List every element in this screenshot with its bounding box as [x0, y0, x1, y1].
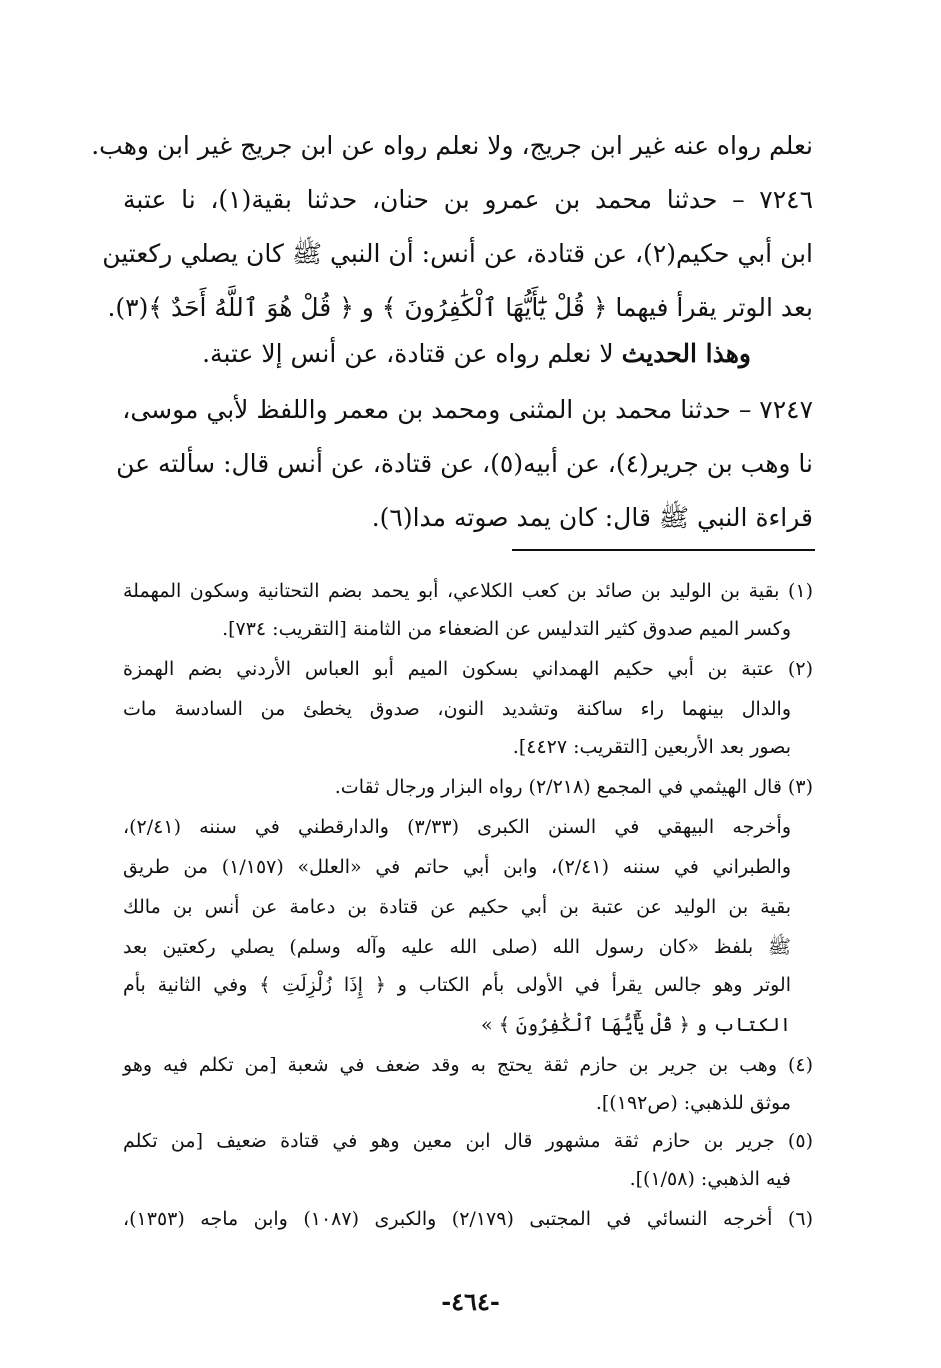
main-text-line: ٧٢٤٧ – حدثنا محمد بن المثنى ومحمد بن معمر واللفظ لأبي موسى، [122, 395, 813, 424]
footnote-line: (٤) وهب بن جرير بن حازم ثقة يحتج به وقد ضعف في شعبة [من تكلم فيه وهو [123, 1054, 813, 1076]
footnote-line: والدال بينهما راء ساكنة وتشديد النون، صدوق يخطئ من السادسة مات [123, 698, 791, 720]
main-text-line-with-bold [123, 332, 751, 376]
bold-phrase: وهذا الحديث [621, 339, 751, 368]
footnote-line: وكسر الميم صدوق كثير التدليس عن الضعفاء من الثامنة [التقريب: ٧٣٤]. [222, 618, 791, 640]
footnote-line: (٥) جرير بن حازم ثقة مشهور قال ابن معين وهو في قتادة ضعيف [من تكلم [123, 1130, 813, 1152]
main-text-rest: لا نعلم رواه عن قتادة، عن أنس إلا عتبة. [202, 339, 622, 368]
footnote-line: ﷺ بلفظ «كان رسول الله (صلى الله عليه وآله وسلم) يصلي ركعتين بعد [123, 936, 791, 958]
footnote-line: بقية بن الوليد عن عتبة بن أبي حكيم عن قتادة بن دعامة عن أنس بن مالك [123, 896, 791, 918]
footnote-line: (٦) أخرجه النسائي في المجتبى (٢/١٧٩) والكبرى (١٠٨٧) وابن ماجه (١٣٥٣)، [123, 1208, 813, 1230]
main-text-line: ٧٢٤٦ – حدثنا محمد بن عمرو بن حنان، حدثنا بقية(١)، نا عتبة [123, 185, 813, 214]
footnote-line: موثق للذهبي: (ص١٩٢)]. [595, 1092, 791, 1114]
main-text-line: قراءة النبي ﷺ قال: كان يمد صوته مدا(٦). [371, 503, 813, 532]
main-text-line: ابن أبي حكيم(٢)، عن قتادة، عن أنس: أن النبي ﷺ كان يصلي ركعتين [102, 239, 813, 268]
footnote-line: بصور بعد الأربعين [التقريب: ٤٤٢٧]. [512, 736, 791, 758]
page-number: -٤٦٤- [441, 1287, 500, 1316]
main-text-line: نعلم رواه عنه غير ابن جريج، ولا نعلم رواه عن ابن جريج غير ابن وهب. [91, 131, 813, 160]
footnote-line: (٢) عتبة بن أبي حكيم الهمداني بسكون الميم أبو العباس الأردني بضم الهمزة [123, 658, 813, 680]
main-text-line: نا وهب بن جرير(٤)، عن أبيه(٥)، عن قتادة، عن أنس قال: سألته عن [116, 449, 813, 478]
footnote-line: الوتر وهو جالس يقرأ في الأولى بأم الكتاب و ﴿ إِذَا زُلْزِلَتِ ﴾ وفي الثانية بأم [123, 974, 791, 996]
footnote-line: (١) بقية بن الوليد بن صائد بن كعب الكلاعي، أبو يحمد بضم التحتانية وسكون المهملة [123, 580, 813, 602]
main-text-line: بعد الوتر يقرأ فيهما ﴿ قُلْ يَٰٓأَيُّهَا ٱلْكَٰفِرُونَ ﴾ و ﴿ قُلْ هُوَ ٱللَّهُ أَحَدٌ ﴾(٣). [107, 293, 813, 322]
footnote-line: (٣) قال الهيثمي في المجمع (٢/٢١٨) رواه البزار ورجال ثقات. [334, 776, 813, 798]
footnote-line: الكتاب و ﴿ قُلْ يَٰٓأَيُّهَا ٱلْكَٰفِرُونَ ﴾ » [481, 1014, 791, 1036]
footnote-line: فيه الذهبي: (١/٥٨)]. [629, 1168, 791, 1190]
footnote-line: وأخرجه البيهقي في السنن الكبرى (٣/٣٣) والدارقطني في سننه (٢/٤١)، [123, 816, 792, 838]
footnote-separator [512, 549, 815, 551]
footnote-line: والطبراني في سننه (٢/٤١)، وابن أبي حاتم في «العلل» (١/١٥٧) من طريق [123, 856, 791, 878]
